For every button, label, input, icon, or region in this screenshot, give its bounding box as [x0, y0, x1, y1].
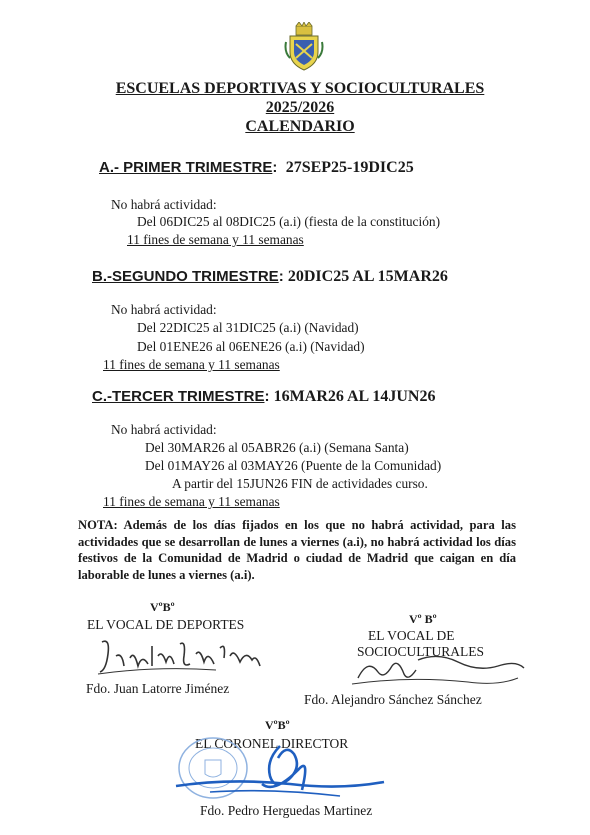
vobo-socioculturales: Vº Bº	[409, 612, 437, 626]
section-b-summary: 11 fines de semana y 11 semanas	[103, 357, 280, 372]
coat-of-arms-icon	[284, 22, 324, 72]
nota-paragraph	[78, 517, 516, 583]
document-title: ESCUELAS DEPORTIVAS Y SOCIOCULTURALES	[115, 80, 485, 97]
section-c-item: A partir del 15JUN26 FIN de actividades curso.	[172, 476, 428, 491]
section-c-no-activity: No habrá actividad:	[111, 422, 217, 437]
section-a-separator: :	[272, 159, 278, 176]
role-socioculturales: SOCIOCULTURALES	[357, 644, 485, 659]
section-a-title: A.- PRIMER TRIMESTRE	[99, 159, 273, 176]
section-a-dates: 27SEP25-19DIC25	[285, 159, 414, 176]
section-b-item: Del 22DIC25 al 31DIC25 (a.i) (Navidad)	[137, 320, 359, 335]
signer-name-director: Fdo. Pedro Herguedas Martinez	[200, 803, 373, 818]
signature-alejandro-sanchez	[348, 648, 528, 692]
school-year: 2025/2026	[265, 99, 335, 116]
section-c-heading	[92, 388, 435, 406]
section-a-heading	[99, 159, 414, 177]
section-c-item: Del 01MAY26 al 03MAY26 (Puente de la Comunidad)	[145, 458, 442, 473]
role-coronel-director: EL CORONEL DIRECTOR	[195, 736, 349, 751]
section-a-no-activity: No habrá actividad:	[111, 197, 217, 212]
section-c-summary: 11 fines de semana y 11 semanas	[103, 494, 280, 509]
section-c-separator: :	[264, 388, 270, 405]
vobo-deportes: VºBº	[150, 600, 175, 614]
section-c-title: C.-TERCER TRIMESTRE	[92, 388, 265, 405]
signature-pedro-herguedas	[170, 740, 390, 810]
section-a-summary: 11 fines de semana y 11 semanas	[127, 232, 304, 247]
section-b-heading	[92, 268, 448, 286]
role-vocal-deportes: EL VOCAL DE DEPORTES	[87, 617, 245, 632]
section-c-item: Del 30MAR26 al 05ABR26 (a.i) (Semana Santa)	[145, 440, 409, 455]
section-b-title: B.-SEGUNDO TRIMESTRE	[92, 268, 279, 285]
section-b-no-activity: No habrá actividad:	[111, 302, 217, 317]
nota-label: NOTA:	[78, 518, 118, 532]
signer-name-socioculturales: Fdo. Alejandro Sánchez Sánchez	[304, 692, 482, 707]
vobo-director: VºBº	[265, 718, 290, 732]
calendar-heading: CALENDARIO	[245, 118, 355, 135]
section-b-dates: 20DIC25 AL 15MAR26	[287, 268, 448, 285]
role-vocal-de: EL VOCAL DE	[368, 628, 455, 643]
signature-juan-latorre	[96, 636, 266, 680]
nota-text: Además de los días fijados en los que no habrá actividad, para las actividades que se desarrollan de lunes a viernes (a.i), no habrá actividad los días festivos de la Comunidad de Madrid o ciudad de Madrid que caigan en día laborable de lunes a viernes (a.i).	[78, 518, 516, 582]
section-b-item: Del 01ENE26 al 06ENE26 (a.i) (Navidad)	[137, 339, 365, 354]
section-c-dates: 16MAR26 AL 14JUN26	[273, 388, 436, 405]
section-b-separator: :	[278, 268, 284, 285]
signer-name-deportes: Fdo. Juan Latorre Jiménez	[86, 681, 230, 696]
section-a-item: Del 06DIC25 al 08DIC25 (a.i) (fiesta de la constitución)	[137, 214, 441, 229]
